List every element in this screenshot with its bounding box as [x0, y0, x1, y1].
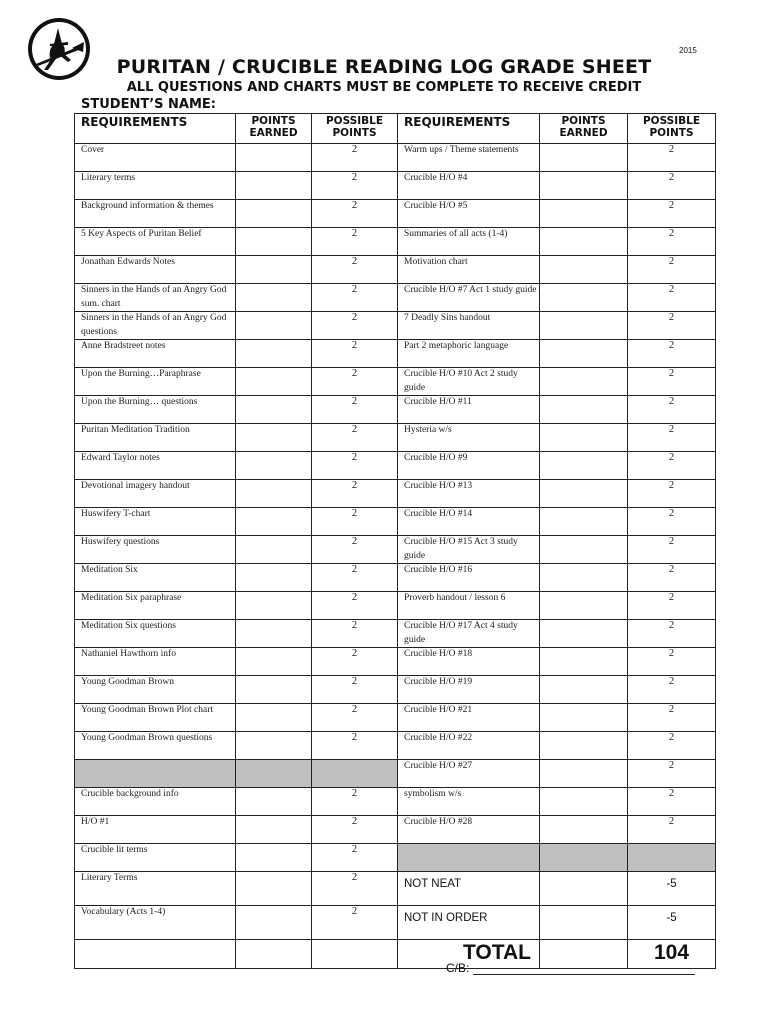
- points-earned-left[interactable]: [236, 228, 312, 256]
- possible-points-left: 2: [312, 592, 398, 620]
- points-earned-left[interactable]: [236, 340, 312, 368]
- requirement-left: Huswifery T-chart: [75, 508, 236, 536]
- page-title: PURITAN / CRUCIBLE READING LOG GRADE SHEET: [116, 56, 652, 78]
- table-row: [75, 906, 716, 940]
- possible-points-right: 2: [628, 452, 716, 480]
- header-points-earned-left: POINTS EARNED: [236, 114, 312, 144]
- table-row: [75, 676, 716, 704]
- requirement-left: Nathaniel Hawthorn info: [75, 648, 236, 676]
- possible-points-right: -5: [628, 906, 716, 940]
- possible-points-left: 2: [312, 564, 398, 592]
- points-earned-left[interactable]: [236, 732, 312, 760]
- points-earned-left[interactable]: [236, 396, 312, 424]
- grade-table: [74, 113, 716, 969]
- header-possible-points-left: POSSIBLE POINTS: [312, 114, 398, 144]
- points-earned-right[interactable]: [540, 172, 628, 200]
- header-row: [75, 114, 716, 144]
- requirement-left: Young Goodman Brown Plot chart: [75, 704, 236, 732]
- possible-points-left: 2: [312, 452, 398, 480]
- table-row: [75, 816, 716, 844]
- table-row: [75, 396, 716, 424]
- table-row: [75, 536, 716, 564]
- table-row: [75, 564, 716, 592]
- possible-points-left: 2: [312, 172, 398, 200]
- requirement-right: Crucible H/O #22: [398, 732, 540, 760]
- possible-points-right: 2: [628, 424, 716, 452]
- total-row: [75, 940, 716, 969]
- points-earned-right[interactable]: [540, 872, 628, 906]
- points-earned-right[interactable]: [540, 396, 628, 424]
- possible-points-right: 2: [628, 732, 716, 760]
- requirement-left: Jonathan Edwards Notes: [75, 256, 236, 284]
- possible-points-right: 2: [628, 620, 716, 648]
- possible-points-right: 2: [628, 256, 716, 284]
- requirement-left: Background information & themes: [75, 200, 236, 228]
- possible-points-left: 2: [312, 228, 398, 256]
- possible-points-right: 2: [628, 340, 716, 368]
- points-earned-left[interactable]: [236, 536, 312, 564]
- requirement-left: Upon the Burning… questions: [75, 396, 236, 424]
- points-earned-left[interactable]: [236, 144, 312, 172]
- table-row: [75, 592, 716, 620]
- points-earned-left[interactable]: [236, 872, 312, 906]
- requirement-left: 5 Key Aspects of Puritan Belief: [75, 228, 236, 256]
- points-earned-left[interactable]: [236, 704, 312, 732]
- possible-points-left: 2: [312, 648, 398, 676]
- points-earned-right[interactable]: [540, 788, 628, 816]
- requirement-left: Anne Bradstreet notes: [75, 340, 236, 368]
- points-earned-left[interactable]: [236, 788, 312, 816]
- points-earned-right[interactable]: [540, 676, 628, 704]
- header-points-earned-right: POINTS EARNED: [540, 114, 628, 144]
- table-row: [75, 480, 716, 508]
- possible-points-right: 2: [628, 508, 716, 536]
- possible-points-left: 2: [312, 844, 398, 872]
- requirement-left: Literary Terms: [75, 872, 236, 906]
- year-label: 2015: [679, 46, 697, 55]
- possible-points-left: [312, 760, 398, 788]
- points-earned-right[interactable]: [540, 200, 628, 228]
- possible-points-left: 2: [312, 368, 398, 396]
- requirement-right: Crucible H/O #19: [398, 676, 540, 704]
- requirement-right: Crucible H/O #18: [398, 648, 540, 676]
- points-earned-right[interactable]: [540, 760, 628, 788]
- requirement-right: Warm ups / Theme statements: [398, 144, 540, 172]
- requirement-right: Hysteria w/s: [398, 424, 540, 452]
- possible-points-left: 2: [312, 704, 398, 732]
- points-earned-right[interactable]: [540, 284, 628, 312]
- points-earned-right[interactable]: [540, 480, 628, 508]
- possible-points-right: 2: [628, 676, 716, 704]
- requirement-right: Summaries of all acts (1-4): [398, 228, 540, 256]
- points-earned-right[interactable]: [540, 368, 628, 396]
- requirement-left: Sinners in the Hands of an Angry God sum. chart: [75, 284, 236, 312]
- table-row: [75, 172, 716, 200]
- total-value: 104: [628, 940, 716, 969]
- table-row: [75, 284, 716, 312]
- requirement-right: Crucible H/O #17 Act 4 study guide: [398, 620, 540, 648]
- requirement-left: Vocabulary (Acts 1-4): [75, 906, 236, 940]
- points-earned-right[interactable]: [540, 816, 628, 844]
- points-earned-left[interactable]: [236, 844, 312, 872]
- table-row: [75, 508, 716, 536]
- table-row: [75, 452, 716, 480]
- table-row: [75, 648, 716, 676]
- total-blank-2: [236, 940, 312, 969]
- points-earned-left[interactable]: [236, 172, 312, 200]
- requirement-left: Young Goodman Brown: [75, 676, 236, 704]
- possible-points-right: 2: [628, 788, 716, 816]
- table-row: [75, 228, 716, 256]
- possible-points-left: 2: [312, 906, 398, 940]
- possible-points-right: 2: [628, 312, 716, 340]
- points-earned-left: [236, 760, 312, 788]
- possible-points-right: [628, 844, 716, 872]
- table-row: [75, 732, 716, 760]
- points-earned-left[interactable]: [236, 284, 312, 312]
- requirement-left: Cover: [75, 144, 236, 172]
- possible-points-right: 2: [628, 368, 716, 396]
- points-earned-right: [540, 844, 628, 872]
- possible-points-right: 2: [628, 200, 716, 228]
- points-earned-right[interactable]: [540, 536, 628, 564]
- requirement-left: [75, 760, 236, 788]
- points-earned-right[interactable]: [540, 424, 628, 452]
- requirement-right: Part 2 metaphoric language: [398, 340, 540, 368]
- possible-points-right: 2: [628, 228, 716, 256]
- points-earned-left[interactable]: [236, 256, 312, 284]
- points-earned-left[interactable]: [236, 592, 312, 620]
- points-earned-left[interactable]: [236, 676, 312, 704]
- possible-points-left: 2: [312, 480, 398, 508]
- possible-points-right: 2: [628, 760, 716, 788]
- possible-points-right: 2: [628, 648, 716, 676]
- total-blank-3: [312, 940, 398, 969]
- requirement-left: Literary terms: [75, 172, 236, 200]
- requirement-left: H/O #1: [75, 816, 236, 844]
- possible-points-right: 2: [628, 480, 716, 508]
- header-requirements-right: REQUIREMENTS: [398, 114, 540, 144]
- requirement-right: Crucible H/O #4: [398, 172, 540, 200]
- requirement-right: Crucible H/O #16: [398, 564, 540, 592]
- requirement-right: Crucible H/O #9: [398, 452, 540, 480]
- points-earned-right[interactable]: [540, 508, 628, 536]
- cb-label: C/B:: [446, 961, 470, 975]
- possible-points-left: 2: [312, 788, 398, 816]
- possible-points-left: 2: [312, 284, 398, 312]
- possible-points-left: 2: [312, 816, 398, 844]
- points-earned-right[interactable]: [540, 340, 628, 368]
- possible-points-right: 2: [628, 396, 716, 424]
- requirement-right: NOT NEAT: [398, 872, 540, 906]
- points-earned-right[interactable]: [540, 452, 628, 480]
- possible-points-left: 2: [312, 200, 398, 228]
- requirement-right: Crucible H/O #14: [398, 508, 540, 536]
- requirement-left: Puritan Meditation Tradition: [75, 424, 236, 452]
- total-label: TOTAL: [398, 940, 540, 969]
- points-earned-left[interactable]: [236, 452, 312, 480]
- requirement-right: Crucible H/O #13: [398, 480, 540, 508]
- header-possible-points-right: POSSIBLE POINTS: [628, 114, 716, 144]
- points-earned-left[interactable]: [236, 200, 312, 228]
- possible-points-left: 2: [312, 508, 398, 536]
- points-earned-left[interactable]: [236, 816, 312, 844]
- possible-points-left: 2: [312, 732, 398, 760]
- points-earned-left[interactable]: [236, 564, 312, 592]
- requirement-left: Huswifery questions: [75, 536, 236, 564]
- possible-points-left: 2: [312, 620, 398, 648]
- possible-points-left: 2: [312, 676, 398, 704]
- requirement-right: Crucible H/O #11: [398, 396, 540, 424]
- requirement-left: Sinners in the Hands of an Angry God questions: [75, 312, 236, 340]
- possible-points-right: 2: [628, 592, 716, 620]
- table-row: [75, 256, 716, 284]
- points-earned-left[interactable]: [236, 648, 312, 676]
- requirement-right: [398, 844, 540, 872]
- requirement-left: Crucible lit terms: [75, 844, 236, 872]
- table-row: [75, 788, 716, 816]
- table-row: [75, 620, 716, 648]
- requirement-right: 7 Deadly Sins handout: [398, 312, 540, 340]
- table-row: [75, 200, 716, 228]
- requirement-right: Crucible H/O #5: [398, 200, 540, 228]
- table-row: [75, 844, 716, 872]
- points-earned-left[interactable]: [236, 312, 312, 340]
- points-earned-right[interactable]: [540, 732, 628, 760]
- table-row: [75, 368, 716, 396]
- requirement-right: Crucible H/O #28: [398, 816, 540, 844]
- requirement-right: Motivation chart: [398, 256, 540, 284]
- requirement-left: Upon the Burning…Paraphrase: [75, 368, 236, 396]
- possible-points-right: 2: [628, 704, 716, 732]
- student-name-label: STUDENT’S NAME:: [81, 97, 216, 112]
- points-earned-right[interactable]: [540, 228, 628, 256]
- requirement-right: Crucible H/O #10 Act 2 study guide: [398, 368, 540, 396]
- points-earned-right[interactable]: [540, 704, 628, 732]
- requirement-left: Meditation Six questions: [75, 620, 236, 648]
- requirement-right: Crucible H/O #15 Act 3 study guide: [398, 536, 540, 564]
- points-earned-left[interactable]: [236, 368, 312, 396]
- table-row: [75, 760, 716, 788]
- table-row: [75, 340, 716, 368]
- points-earned-right[interactable]: [540, 648, 628, 676]
- requirement-left: Devotional imagery handout: [75, 480, 236, 508]
- points-earned-right[interactable]: [540, 312, 628, 340]
- possible-points-right: 2: [628, 816, 716, 844]
- possible-points-right: 2: [628, 172, 716, 200]
- possible-points-right: 2: [628, 564, 716, 592]
- cb-signature-line[interactable]: [473, 974, 695, 975]
- points-earned-right[interactable]: [540, 620, 628, 648]
- requirement-right: Crucible H/O #21: [398, 704, 540, 732]
- requirement-right: symbolism w/s: [398, 788, 540, 816]
- total-earned-cell[interactable]: [540, 940, 628, 969]
- points-earned-left[interactable]: [236, 424, 312, 452]
- possible-points-right: 2: [628, 284, 716, 312]
- table-row: [75, 144, 716, 172]
- points-earned-left[interactable]: [236, 906, 312, 940]
- possible-points-left: 2: [312, 424, 398, 452]
- points-earned-right[interactable]: [540, 564, 628, 592]
- requirement-left: Young Goodman Brown questions: [75, 732, 236, 760]
- possible-points-left: 2: [312, 144, 398, 172]
- requirement-right: Crucible H/O #7 Act 1 study guide: [398, 284, 540, 312]
- table-row: [75, 872, 716, 906]
- possible-points-left: 2: [312, 340, 398, 368]
- requirement-left: Meditation Six: [75, 564, 236, 592]
- possible-points-right: -5: [628, 872, 716, 906]
- page-subtitle: ALL QUESTIONS AND CHARTS MUST BE COMPLETE TO RECEIVE CREDIT: [126, 80, 642, 95]
- header-requirements-left: REQUIREMENTS: [75, 114, 236, 144]
- possible-points-right: 2: [628, 144, 716, 172]
- points-earned-left[interactable]: [236, 620, 312, 648]
- requirement-right: NOT IN ORDER: [398, 906, 540, 940]
- table-row: [75, 424, 716, 452]
- total-blank-1: [75, 940, 236, 969]
- points-earned-right[interactable]: [540, 592, 628, 620]
- possible-points-right: 2: [628, 536, 716, 564]
- requirement-left: Crucible background info: [75, 788, 236, 816]
- points-earned-right[interactable]: [540, 256, 628, 284]
- table-row: [75, 704, 716, 732]
- points-earned-right[interactable]: [540, 144, 628, 172]
- requirement-left: Edward Taylor notes: [75, 452, 236, 480]
- possible-points-left: 2: [312, 872, 398, 906]
- points-earned-right[interactable]: [540, 906, 628, 940]
- requirement-right: Crucible H/O #27: [398, 760, 540, 788]
- requirement-left: Meditation Six paraphrase: [75, 592, 236, 620]
- possible-points-left: 2: [312, 396, 398, 424]
- points-earned-left[interactable]: [236, 480, 312, 508]
- table-row: [75, 312, 716, 340]
- points-earned-left[interactable]: [236, 508, 312, 536]
- possible-points-left: 2: [312, 312, 398, 340]
- possible-points-left: 2: [312, 536, 398, 564]
- possible-points-left: 2: [312, 256, 398, 284]
- requirement-right: Proverb handout / lesson 6: [398, 592, 540, 620]
